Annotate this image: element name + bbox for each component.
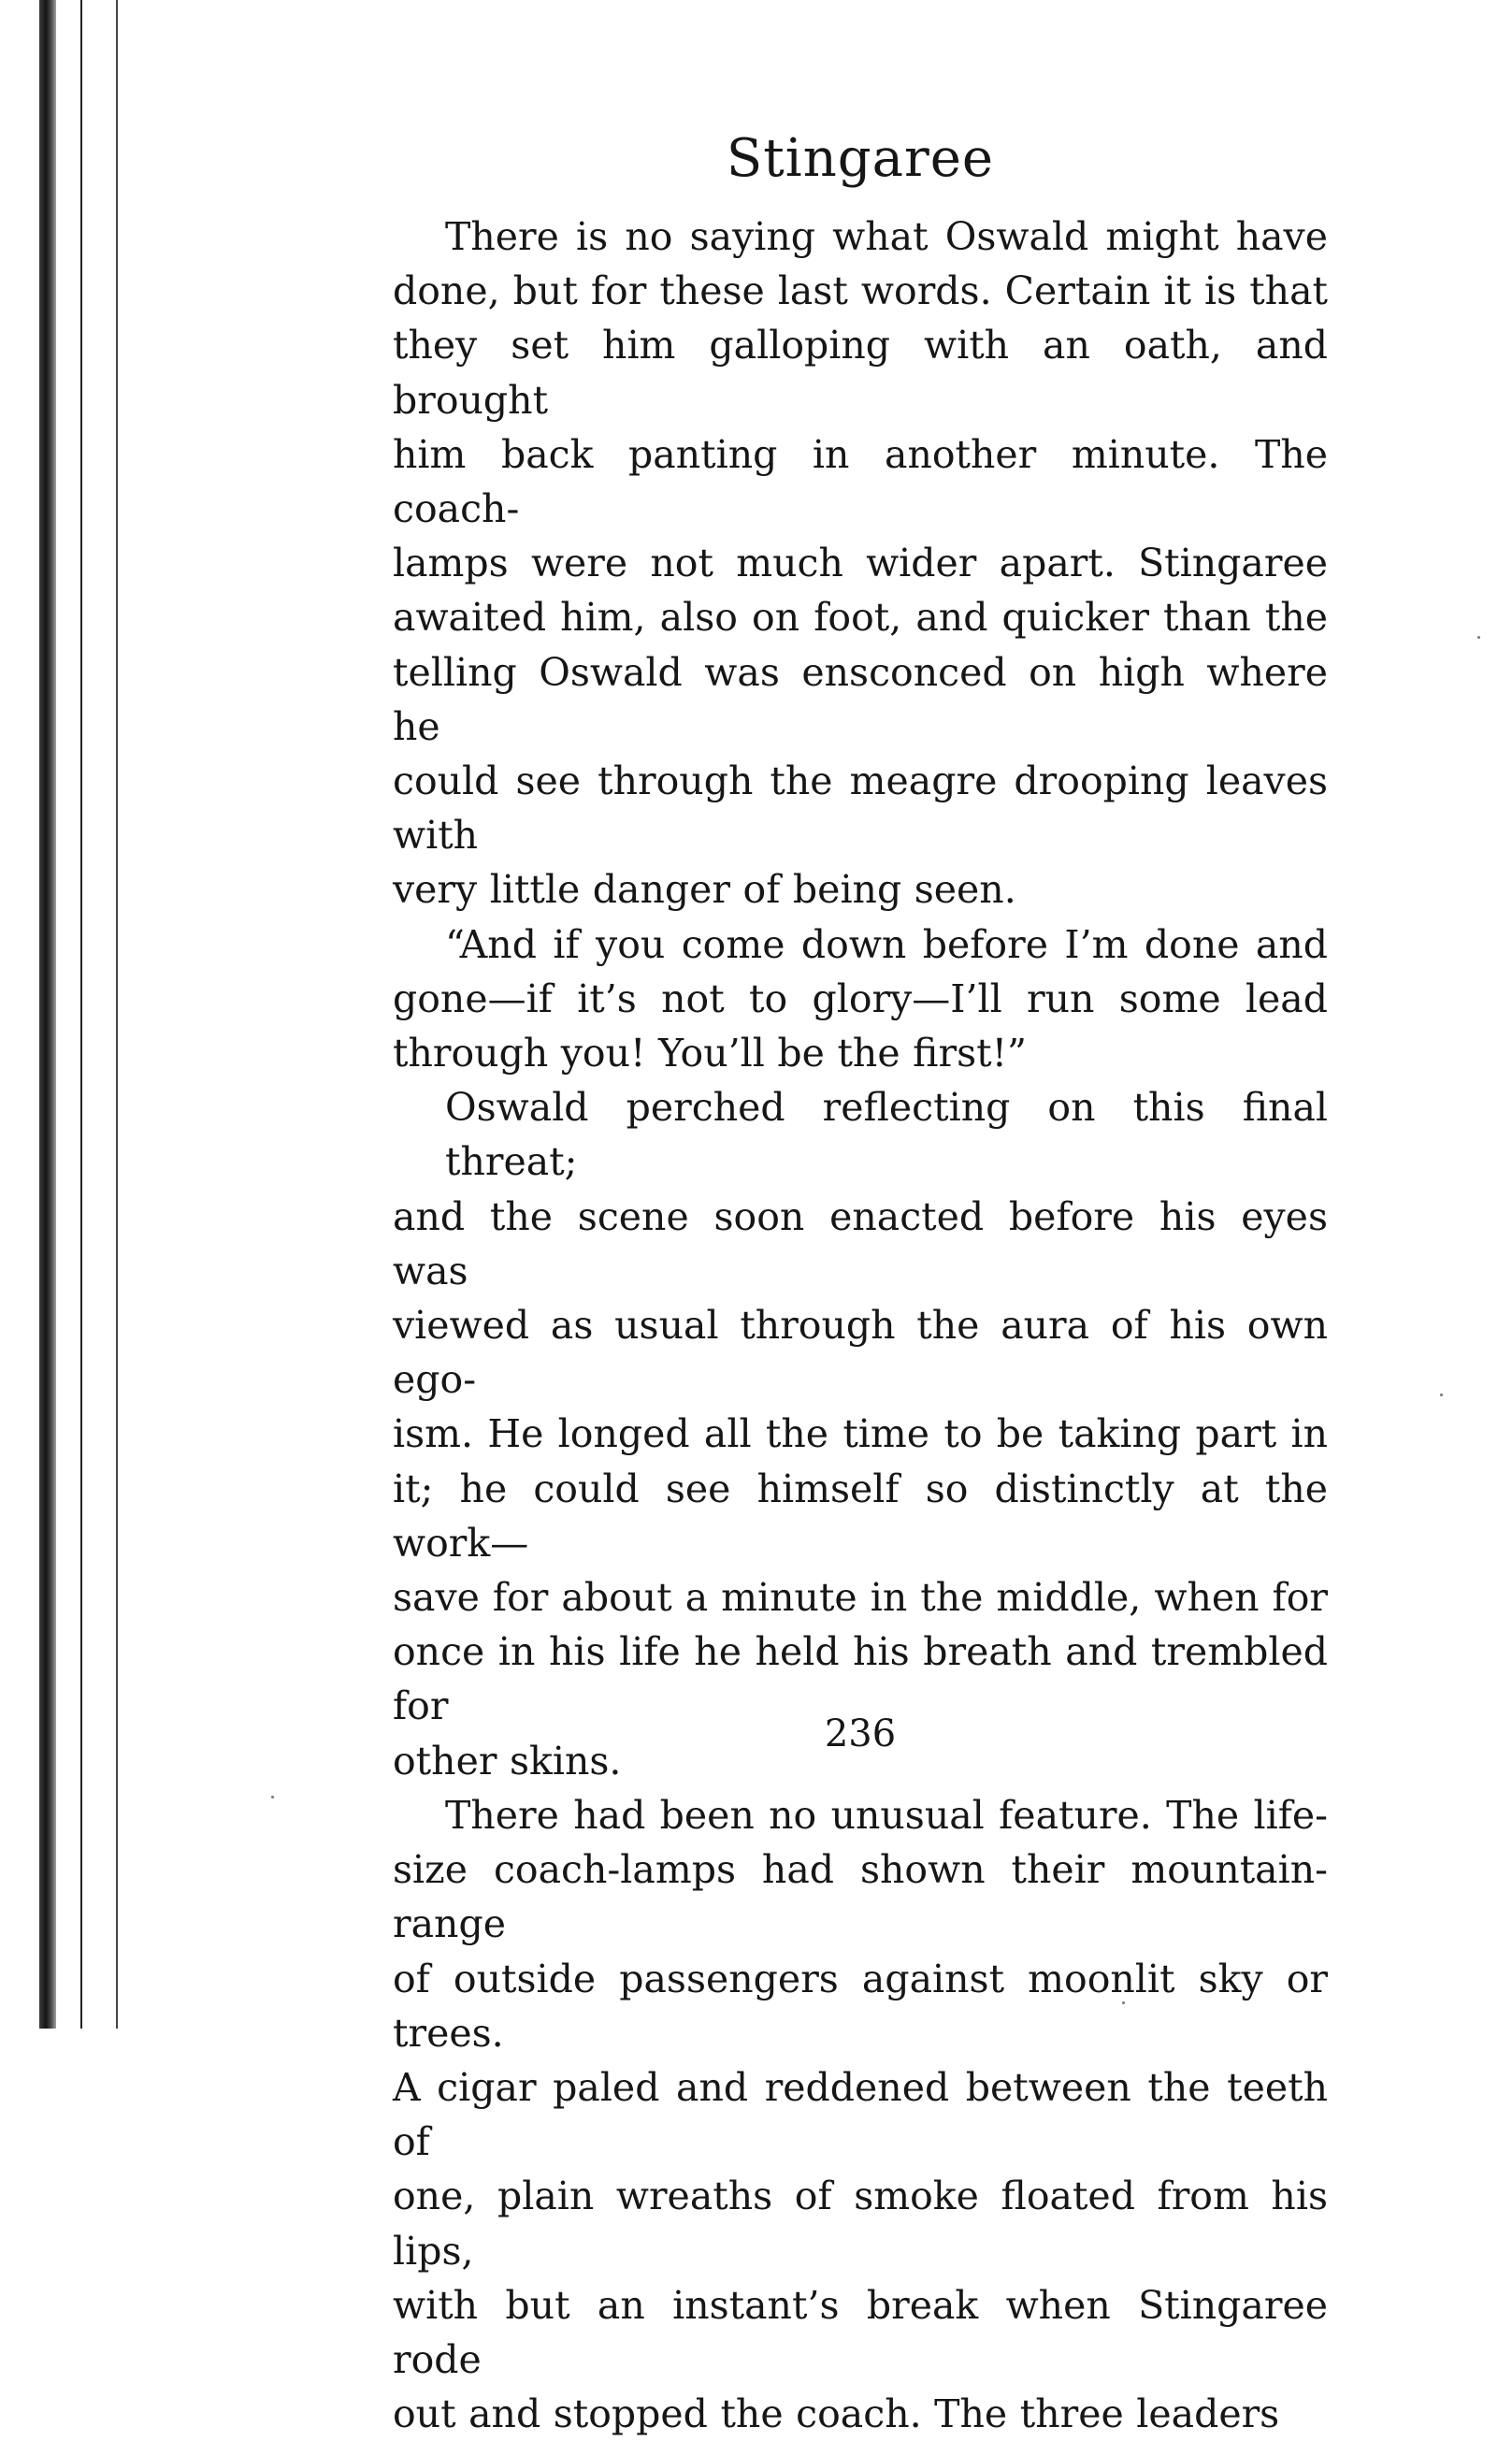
scan-binding-edge bbox=[0, 0, 131, 2029]
text-line: could see through the meagre drooping leaves with bbox=[393, 758, 1328, 859]
text-line: done, but for these last words. Certain it is that bbox=[393, 268, 1328, 314]
text-line: very little danger of being seen. bbox=[393, 867, 1016, 913]
page-body bbox=[393, 122, 1328, 2441]
text-line: viewed as usual through the aura of his own ego- bbox=[393, 1303, 1328, 1403]
text-line: ism. He longed all the time to be taking part in bbox=[393, 1411, 1328, 1457]
text-line: save for about a minute in the middle, when for bbox=[393, 1575, 1328, 1621]
scan-speck bbox=[271, 1796, 274, 1798]
text-line: “And if you come down before I’m done and bbox=[445, 921, 1328, 967]
paragraph bbox=[393, 1080, 1328, 1788]
text-line: and the scene soon enacted before his eyes was bbox=[393, 1193, 1328, 1293]
page-number: 236 bbox=[824, 1712, 897, 1755]
scan-speck bbox=[1122, 2001, 1125, 2004]
text-line: telling Oswald was ensconced on high where he bbox=[393, 649, 1328, 749]
text-line: There is no saying what Oswald might have bbox=[445, 214, 1328, 259]
scan-speck bbox=[1477, 636, 1480, 639]
text-line: Oswald perched reflecting on this final threat; bbox=[445, 1085, 1328, 1185]
text-line: one, plain wreaths of smoke floated from his lips, bbox=[393, 2174, 1328, 2274]
text-line: gone—if it’s not to glory—I’ll run some lead bbox=[393, 975, 1328, 1021]
binding-line bbox=[116, 0, 118, 2029]
scan-speck bbox=[1440, 1394, 1443, 1396]
text-line: they set him galloping with an oath, and brought bbox=[393, 323, 1328, 423]
text-line: of outside passengers against moonlit sky or trees. bbox=[393, 1956, 1328, 2056]
text-line: There had been no unusual feature. The life- bbox=[445, 1792, 1328, 1838]
text-line: A cigar paled and reddened between the teeth of bbox=[393, 2064, 1328, 2165]
text-line: through you! You’ll be the first!” bbox=[393, 1031, 1028, 1076]
paragraph bbox=[393, 1788, 1328, 2441]
text-line: it; he could see himself so distinctly at the work— bbox=[393, 1466, 1328, 1566]
running-head: Stingaree bbox=[726, 128, 995, 189]
text-body bbox=[393, 209, 1328, 2441]
paragraph bbox=[393, 917, 1328, 1081]
text-line: lamps were not much wider apart. Stingaree bbox=[393, 541, 1328, 586]
text-line: him back panting in another minute. The coach- bbox=[393, 431, 1328, 532]
text-line: other skins. bbox=[393, 1738, 622, 1784]
paragraph bbox=[393, 209, 1328, 917]
binding-line bbox=[80, 0, 82, 2029]
text-line: once in his life he held his breath and trembled for bbox=[393, 1629, 1328, 1729]
binding-shadow bbox=[39, 0, 56, 2029]
text-line: out and stopped the coach. The three leaders bbox=[393, 2391, 1280, 2437]
text-line: with but an instant’s break when Stingaree rode bbox=[393, 2282, 1328, 2382]
text-line: awaited him, also on foot, and quicker than the bbox=[393, 595, 1328, 641]
text-line: size coach-lamps had shown their mountain-range bbox=[393, 1847, 1328, 1947]
